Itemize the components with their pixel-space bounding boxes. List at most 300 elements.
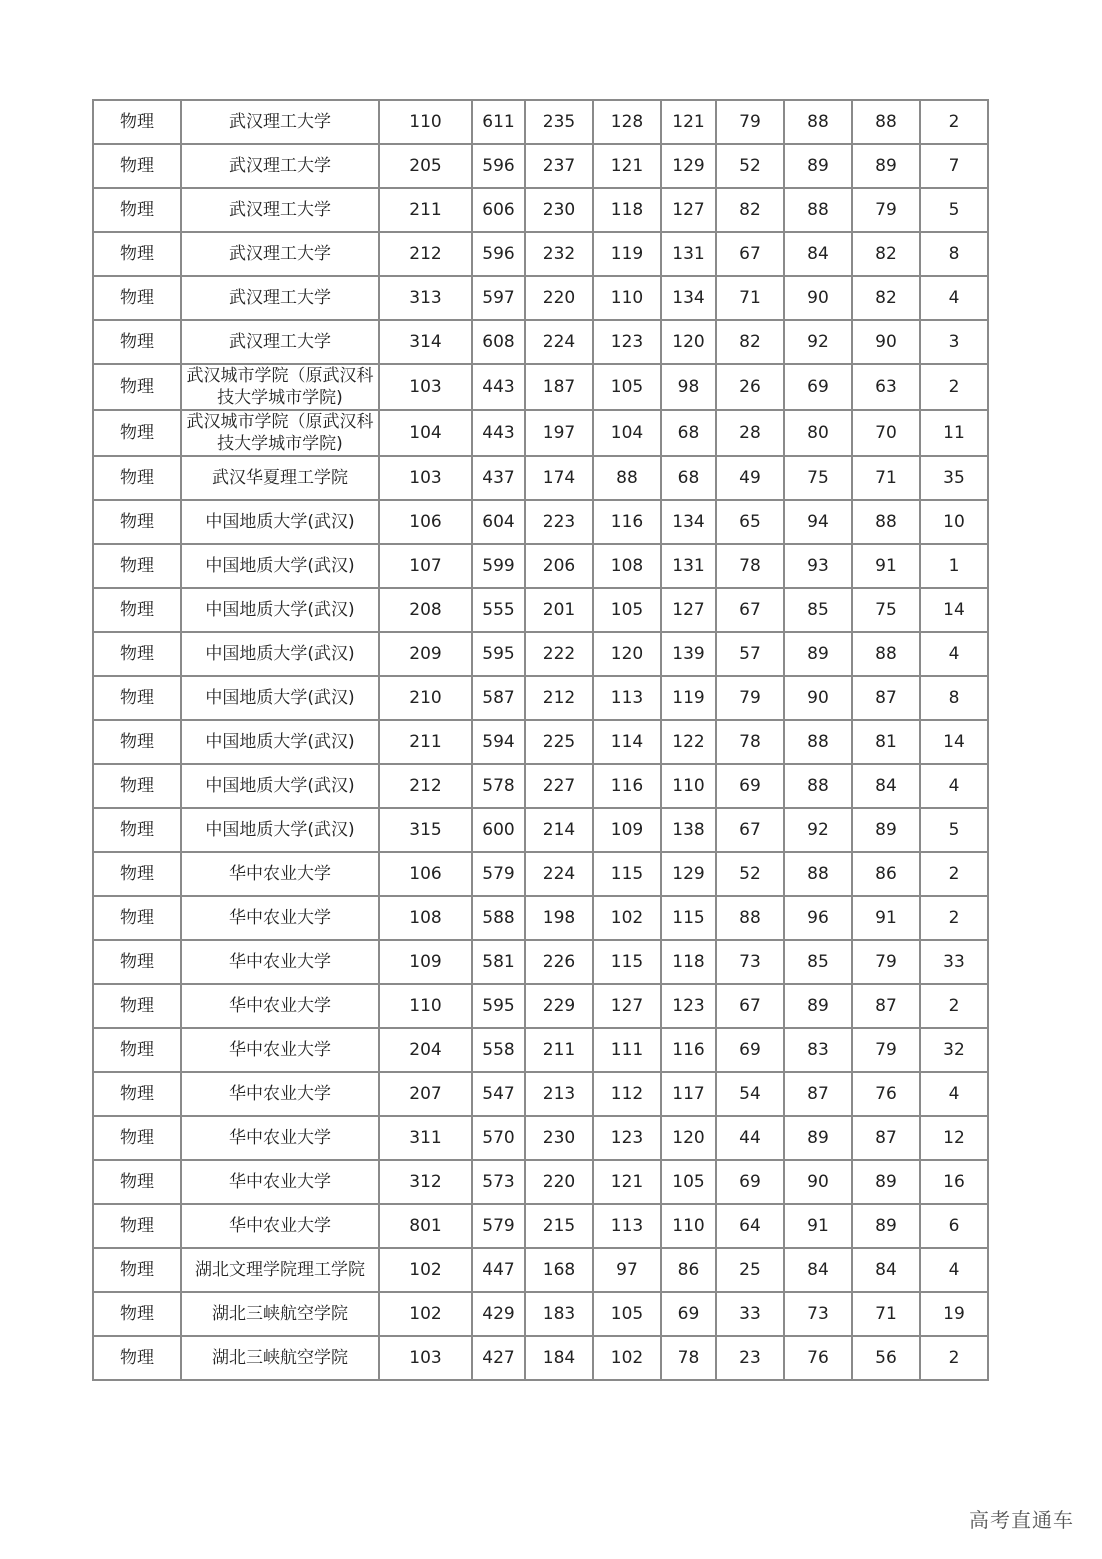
table-cell: 443 (472, 364, 525, 410)
table-cell: 115 (593, 940, 661, 984)
table-cell: 8 (920, 676, 988, 720)
table-cell: 139 (661, 632, 716, 676)
table-cell: 82 (716, 188, 784, 232)
table-cell: 物理 (93, 364, 181, 410)
table-cell: 102 (593, 896, 661, 940)
table-cell: 437 (472, 456, 525, 500)
table-cell: 112 (593, 1072, 661, 1116)
table-cell: 115 (593, 852, 661, 896)
table-row (93, 544, 988, 588)
table-cell: 武汉华夏理工学院 (181, 456, 379, 500)
table-cell: 108 (593, 544, 661, 588)
table-cell: 429 (472, 1292, 525, 1336)
table-row (93, 456, 988, 500)
table-cell: 4 (920, 632, 988, 676)
table-row (93, 1204, 988, 1248)
table-cell: 中国地质大学(武汉) (181, 588, 379, 632)
table-cell: 32 (920, 1028, 988, 1072)
table-cell: 113 (593, 676, 661, 720)
table-row (93, 984, 988, 1028)
table-row (93, 896, 988, 940)
table-cell: 25 (716, 1248, 784, 1292)
table-cell: 80 (784, 410, 852, 456)
table-row (93, 500, 988, 544)
table-cell: 10 (920, 500, 988, 544)
table-cell: 69 (784, 364, 852, 410)
table-cell: 物理 (93, 984, 181, 1028)
table-cell: 33 (716, 1292, 784, 1336)
table-cell: 华中农业大学 (181, 1204, 379, 1248)
table-cell: 97 (593, 1248, 661, 1292)
table-cell: 84 (784, 232, 852, 276)
table-cell: 315 (379, 808, 472, 852)
table-cell: 237 (525, 144, 593, 188)
table-cell: 109 (379, 940, 472, 984)
table-cell: 230 (525, 188, 593, 232)
table-cell: 595 (472, 984, 525, 1028)
table-cell: 311 (379, 1116, 472, 1160)
table-cell: 中国地质大学(武汉) (181, 764, 379, 808)
table-cell: 89 (852, 808, 920, 852)
table-cell: 71 (716, 276, 784, 320)
table-cell: 120 (661, 320, 716, 364)
table-cell: 16 (920, 1160, 988, 1204)
table-cell: 物理 (93, 720, 181, 764)
table-cell: 6 (920, 1204, 988, 1248)
table-cell: 313 (379, 276, 472, 320)
table-cell: 113 (593, 1204, 661, 1248)
table-body (93, 100, 988, 1380)
table-cell: 85 (784, 588, 852, 632)
table-cell: 94 (784, 500, 852, 544)
table-cell: 87 (852, 1116, 920, 1160)
table-cell: 物理 (93, 188, 181, 232)
table-cell: 214 (525, 808, 593, 852)
table-cell: 华中农业大学 (181, 1072, 379, 1116)
table-cell: 594 (472, 720, 525, 764)
table-cell: 86 (852, 852, 920, 896)
table-row (93, 188, 988, 232)
table-cell: 102 (593, 1336, 661, 1380)
table-cell: 物理 (93, 1028, 181, 1072)
table-cell: 597 (472, 276, 525, 320)
table-cell: 69 (716, 764, 784, 808)
table-cell: 110 (661, 764, 716, 808)
table-cell: 207 (379, 1072, 472, 1116)
table-cell: 212 (379, 232, 472, 276)
table-cell: 89 (784, 144, 852, 188)
table-cell: 8 (920, 232, 988, 276)
table-cell: 88 (784, 764, 852, 808)
table-cell: 187 (525, 364, 593, 410)
table-cell: 611 (472, 100, 525, 144)
table-cell: 79 (852, 940, 920, 984)
table-cell: 547 (472, 1072, 525, 1116)
table-cell: 119 (593, 232, 661, 276)
table-cell: 武汉理工大学 (181, 188, 379, 232)
table-cell: 106 (379, 500, 472, 544)
table-cell: 443 (472, 410, 525, 456)
table-cell: 华中农业大学 (181, 896, 379, 940)
table-cell: 76 (852, 1072, 920, 1116)
table-cell: 600 (472, 808, 525, 852)
table-cell: 2 (920, 100, 988, 144)
table-cell: 中国地质大学(武汉) (181, 500, 379, 544)
table-cell: 中国地质大学(武汉) (181, 720, 379, 764)
table-cell: 121 (593, 1160, 661, 1204)
table-cell: 208 (379, 588, 472, 632)
table-cell: 168 (525, 1248, 593, 1292)
table-cell: 127 (661, 588, 716, 632)
table-cell: 224 (525, 852, 593, 896)
table-cell: 中国地质大学(武汉) (181, 808, 379, 852)
table-cell: 68 (661, 456, 716, 500)
table-cell: 64 (716, 1204, 784, 1248)
table-cell: 116 (593, 764, 661, 808)
table-cell: 23 (716, 1336, 784, 1380)
table-cell: 118 (593, 188, 661, 232)
table-cell: 110 (661, 1204, 716, 1248)
table-cell: 82 (852, 232, 920, 276)
table-row (93, 1072, 988, 1116)
table-cell: 215 (525, 1204, 593, 1248)
table-cell: 107 (379, 544, 472, 588)
table-cell: 7 (920, 144, 988, 188)
table-cell: 314 (379, 320, 472, 364)
table-cell: 武汉理工大学 (181, 144, 379, 188)
table-cell: 103 (379, 456, 472, 500)
table-cell: 119 (661, 676, 716, 720)
table-cell: 92 (784, 320, 852, 364)
table-cell: 90 (784, 676, 852, 720)
table-cell: 物理 (93, 544, 181, 588)
table-cell: 587 (472, 676, 525, 720)
table-cell: 4 (920, 1072, 988, 1116)
table-cell: 104 (593, 410, 661, 456)
table-cell: 79 (852, 188, 920, 232)
table-cell: 69 (716, 1160, 784, 1204)
table-cell: 82 (716, 320, 784, 364)
table-cell: 596 (472, 232, 525, 276)
table-cell: 88 (852, 500, 920, 544)
table-cell: 武汉理工大学 (181, 276, 379, 320)
table-cell: 579 (472, 852, 525, 896)
table-cell: 78 (716, 720, 784, 764)
table-row (93, 808, 988, 852)
table-cell: 118 (661, 940, 716, 984)
table-cell: 558 (472, 1028, 525, 1072)
table-cell: 4 (920, 276, 988, 320)
table-cell: 67 (716, 808, 784, 852)
table-row (93, 1116, 988, 1160)
table-cell: 华中农业大学 (181, 852, 379, 896)
table-cell: 210 (379, 676, 472, 720)
table-cell: 120 (593, 632, 661, 676)
table-cell: 11 (920, 410, 988, 456)
table-cell: 116 (661, 1028, 716, 1072)
table-cell: 211 (525, 1028, 593, 1072)
table-row (93, 364, 988, 410)
table-cell: 78 (661, 1336, 716, 1380)
table-cell: 578 (472, 764, 525, 808)
table-cell: 武汉理工大学 (181, 232, 379, 276)
table-cell: 134 (661, 500, 716, 544)
table-cell: 606 (472, 188, 525, 232)
table-cell: 599 (472, 544, 525, 588)
table-cell: 105 (593, 588, 661, 632)
table-cell: 579 (472, 1204, 525, 1248)
table-cell: 79 (716, 100, 784, 144)
table-cell: 物理 (93, 144, 181, 188)
table-cell: 湖北三峡航空学院 (181, 1336, 379, 1380)
table-cell: 武汉城市学院（原武汉科技大学城市学院) (181, 410, 379, 456)
table-cell: 88 (852, 100, 920, 144)
table-cell: 184 (525, 1336, 593, 1380)
table-cell: 56 (852, 1336, 920, 1380)
table-cell: 73 (716, 940, 784, 984)
table-cell: 4 (920, 764, 988, 808)
table-cell: 212 (525, 676, 593, 720)
table-cell: 华中农业大学 (181, 1116, 379, 1160)
table-cell: 87 (852, 984, 920, 1028)
table-cell: 75 (852, 588, 920, 632)
table-row (93, 940, 988, 984)
table-cell: 220 (525, 276, 593, 320)
table-cell: 92 (784, 808, 852, 852)
table-cell: 223 (525, 500, 593, 544)
table-cell: 华中农业大学 (181, 1160, 379, 1204)
table-cell: 88 (593, 456, 661, 500)
table-cell: 106 (379, 852, 472, 896)
table-cell: 123 (593, 1116, 661, 1160)
table-cell: 物理 (93, 1204, 181, 1248)
table-row (93, 1160, 988, 1204)
table-cell: 109 (593, 808, 661, 852)
table-cell: 447 (472, 1248, 525, 1292)
table-cell: 65 (716, 500, 784, 544)
table-cell: 63 (852, 364, 920, 410)
table-cell: 212 (379, 764, 472, 808)
table-cell: 88 (784, 720, 852, 764)
table-cell: 33 (920, 940, 988, 984)
table-cell: 70 (852, 410, 920, 456)
table-cell: 131 (661, 232, 716, 276)
table-cell: 67 (716, 984, 784, 1028)
table-cell: 物理 (93, 500, 181, 544)
table-cell: 224 (525, 320, 593, 364)
table-cell: 570 (472, 1116, 525, 1160)
table-cell: 122 (661, 720, 716, 764)
table-cell: 596 (472, 144, 525, 188)
table-cell: 83 (784, 1028, 852, 1072)
table-cell: 26 (716, 364, 784, 410)
table-cell: 211 (379, 188, 472, 232)
table-cell: 198 (525, 896, 593, 940)
table-cell: 73 (784, 1292, 852, 1336)
table-cell: 79 (716, 676, 784, 720)
table-row (93, 852, 988, 896)
table-cell: 427 (472, 1336, 525, 1380)
table-cell: 物理 (93, 1072, 181, 1116)
table-cell: 88 (784, 188, 852, 232)
table-cell: 123 (593, 320, 661, 364)
table-cell: 120 (661, 1116, 716, 1160)
table-cell: 87 (784, 1072, 852, 1116)
table-cell: 57 (716, 632, 784, 676)
table-cell: 104 (379, 410, 472, 456)
table-row (93, 676, 988, 720)
table-cell: 14 (920, 588, 988, 632)
table-cell: 华中农业大学 (181, 1028, 379, 1072)
table-cell: 213 (525, 1072, 593, 1116)
table-cell: 86 (661, 1248, 716, 1292)
table-cell: 67 (716, 588, 784, 632)
table-cell: 225 (525, 720, 593, 764)
table-cell: 89 (784, 632, 852, 676)
table-cell: 116 (593, 500, 661, 544)
table-cell: 801 (379, 1204, 472, 1248)
score-table (92, 99, 989, 1381)
table-cell: 89 (852, 1204, 920, 1248)
table-cell: 89 (852, 144, 920, 188)
table-row (93, 320, 988, 364)
table-cell: 物理 (93, 1248, 181, 1292)
table-cell: 华中农业大学 (181, 984, 379, 1028)
table-cell: 108 (379, 896, 472, 940)
table-cell: 湖北三峡航空学院 (181, 1292, 379, 1336)
table-cell: 52 (716, 144, 784, 188)
table-cell: 312 (379, 1160, 472, 1204)
table-cell: 129 (661, 144, 716, 188)
table-cell: 588 (472, 896, 525, 940)
table-cell: 102 (379, 1248, 472, 1292)
table-cell: 581 (472, 940, 525, 984)
table-row (93, 1028, 988, 1072)
table-cell: 中国地质大学(武汉) (181, 676, 379, 720)
table-cell: 3 (920, 320, 988, 364)
table-cell: 67 (716, 232, 784, 276)
table-cell: 87 (852, 676, 920, 720)
table-cell: 5 (920, 808, 988, 852)
table-cell: 68 (661, 410, 716, 456)
table-cell: 138 (661, 808, 716, 852)
table-cell: 89 (784, 1116, 852, 1160)
table-cell: 82 (852, 276, 920, 320)
table-cell: 78 (716, 544, 784, 588)
table-cell: 71 (852, 1292, 920, 1336)
table-cell: 2 (920, 896, 988, 940)
table-cell: 89 (852, 1160, 920, 1204)
table-row (93, 632, 988, 676)
table-cell: 103 (379, 364, 472, 410)
table-cell: 物理 (93, 852, 181, 896)
table-row (93, 144, 988, 188)
table-cell: 555 (472, 588, 525, 632)
table-row (93, 588, 988, 632)
table-cell: 103 (379, 1336, 472, 1380)
table-row (93, 410, 988, 456)
table-cell: 5 (920, 188, 988, 232)
table-cell: 52 (716, 852, 784, 896)
table-cell: 121 (661, 100, 716, 144)
table-cell: 206 (525, 544, 593, 588)
table-cell: 76 (784, 1336, 852, 1380)
table-cell: 88 (716, 896, 784, 940)
table-cell: 115 (661, 896, 716, 940)
table-cell: 44 (716, 1116, 784, 1160)
table-cell: 84 (784, 1248, 852, 1292)
table-cell: 91 (852, 896, 920, 940)
table-cell: 中国地质大学(武汉) (181, 544, 379, 588)
table-row (93, 764, 988, 808)
table-cell: 604 (472, 500, 525, 544)
table-cell: 105 (593, 364, 661, 410)
table-cell: 69 (716, 1028, 784, 1072)
table-cell: 174 (525, 456, 593, 500)
table-cell: 69 (661, 1292, 716, 1336)
table-cell: 物理 (93, 276, 181, 320)
table-cell: 96 (784, 896, 852, 940)
table-cell: 物理 (93, 1160, 181, 1204)
table-cell: 98 (661, 364, 716, 410)
table-cell: 湖北文理学院理工学院 (181, 1248, 379, 1292)
table-cell: 91 (852, 544, 920, 588)
table-cell: 209 (379, 632, 472, 676)
table-cell: 2 (920, 1336, 988, 1380)
table-cell: 79 (852, 1028, 920, 1072)
table-cell: 2 (920, 852, 988, 896)
table-cell: 127 (593, 984, 661, 1028)
table-cell: 205 (379, 144, 472, 188)
table-cell: 物理 (93, 676, 181, 720)
table-cell: 105 (661, 1160, 716, 1204)
table-cell: 128 (593, 100, 661, 144)
table-cell: 85 (784, 940, 852, 984)
table-cell: 129 (661, 852, 716, 896)
table-cell: 229 (525, 984, 593, 1028)
table-row (93, 1292, 988, 1336)
table-cell: 117 (661, 1072, 716, 1116)
table-cell: 595 (472, 632, 525, 676)
watermark: 高考直通车 (969, 1508, 1074, 1532)
table-cell: 4 (920, 1248, 988, 1292)
table-cell: 235 (525, 100, 593, 144)
table-row (93, 276, 988, 320)
table-cell: 197 (525, 410, 593, 456)
table-cell: 49 (716, 456, 784, 500)
table-cell: 物理 (93, 808, 181, 852)
table-cell: 183 (525, 1292, 593, 1336)
table-cell: 88 (784, 100, 852, 144)
table-cell: 84 (852, 764, 920, 808)
table-cell: 230 (525, 1116, 593, 1160)
table-cell: 114 (593, 720, 661, 764)
table-cell: 573 (472, 1160, 525, 1204)
table-cell: 123 (661, 984, 716, 1028)
table-cell: 14 (920, 720, 988, 764)
table-cell: 105 (593, 1292, 661, 1336)
table-cell: 71 (852, 456, 920, 500)
table-cell: 物理 (93, 632, 181, 676)
table-cell: 90 (784, 276, 852, 320)
table-cell: 54 (716, 1072, 784, 1116)
table-cell: 19 (920, 1292, 988, 1336)
table-cell: 1 (920, 544, 988, 588)
table-cell: 物理 (93, 1292, 181, 1336)
table-cell: 武汉城市学院（原武汉科技大学城市学院) (181, 364, 379, 410)
table-cell: 华中农业大学 (181, 940, 379, 984)
table-cell: 91 (784, 1204, 852, 1248)
